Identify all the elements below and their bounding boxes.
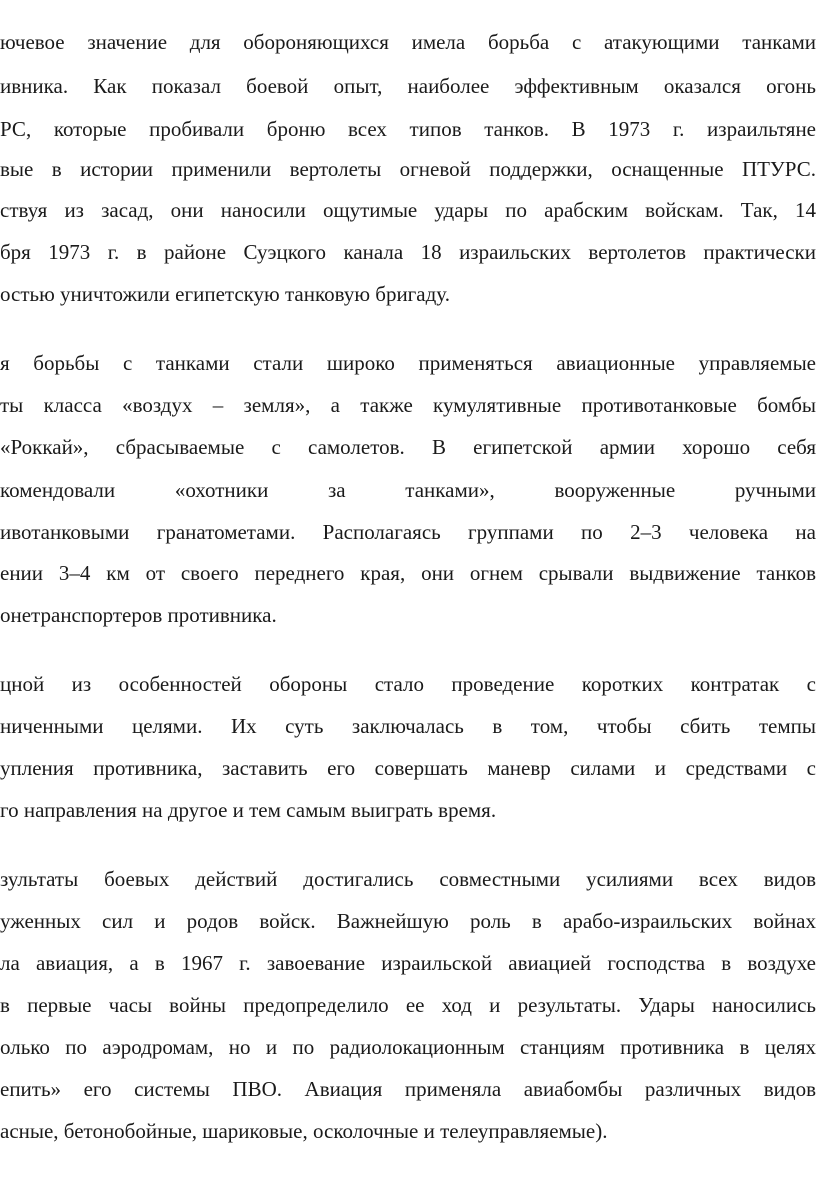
paragraph-1-line-1: ючевое значение для обороняющихся имела борьба с атакующими танками (0, 30, 816, 54)
paragraph-1-line-5: ствуя из засад, они наносили ощутимые удары по арабским войскам. Так, 14 (0, 198, 816, 222)
paragraph-1-line-4: вые в истории применили вертолеты огневой поддержки, оснащенные ПТУРС. (0, 157, 816, 181)
paragraph-3-line-3: упления противника, заставить его совершать маневр силами и средствами с (0, 756, 816, 780)
paragraph-2-line-4: комендовали «охотники за танками», вооруженные ручными (0, 478, 816, 502)
paragraph-2-line-6: ении 3–4 км от своего переднего края, они огнем срывали выдвижение танков (0, 561, 816, 585)
paragraph-2-line-7: онетранспортеров противника. (0, 603, 277, 627)
paragraph-1-line-3: РС, которые пробивали броню всех типов танков. В 1973 г. израильтяне (0, 117, 816, 141)
paragraph-2-line-2: ты класса «воздух – земля», а также кумулятивные противотанковые бомбы (0, 393, 816, 417)
paragraph-3-line-4: го направления на другое и тем самым выиграть время. (0, 798, 497, 822)
paragraph-3-line-2: ниченными целями. Их суть заключалась в том, чтобы сбить темпы (0, 714, 816, 738)
paragraph-2-line-1: я борьбы с танками стали широко применяться авиационные управляемые (0, 351, 816, 375)
paragraph-4-line-3: ла авиация, а в 1967 г. завоевание израильской авиацией господства в воздухе (0, 951, 816, 975)
paragraph-3-line-1: цной из особенностей обороны стало проведение коротких контратак с (0, 672, 816, 696)
paragraph-4-line-7: асные, бетонобойные, шариковые, осколочные и телеуправляемые). (0, 1119, 608, 1143)
paragraph-4-line-4: в первые часы войны предопределило ее ход и результаты. Удары наносились (0, 993, 816, 1017)
paragraph-2-line-3: «Роккай», сбрасываемые с самолетов. В египетской армии хорошо себя (0, 435, 816, 459)
paragraph-4-line-1: зультаты боевых действий достигались совместными усилиями всех видов (0, 867, 816, 891)
paragraph-1-line-2: ивника. Как показал боевой опыт, наиболее эффективным оказался огонь (0, 74, 816, 98)
paragraph-1-line-6: бря 1973 г. в районе Суэцкого канала 18 израильских вертолетов практически (0, 240, 816, 264)
paragraph-2-line-5: ивотанковыми гранатометами. Располагаясь группами по 2–3 человека на (0, 520, 816, 544)
paragraph-4-line-6: епить» его системы ПВО. Авиация применяла авиабомбы различных видов (0, 1077, 816, 1101)
paragraph-4-line-5: олько по аэродромам, но и по радиолокационным станциям противника в целях (0, 1035, 816, 1059)
paragraph-4-line-2: уженных сил и родов войск. Важнейшую роль в арабо-израильских войнах (0, 909, 816, 933)
paragraph-1-line-7: остью уничтожили египетскую танковую бригаду. (0, 282, 450, 306)
